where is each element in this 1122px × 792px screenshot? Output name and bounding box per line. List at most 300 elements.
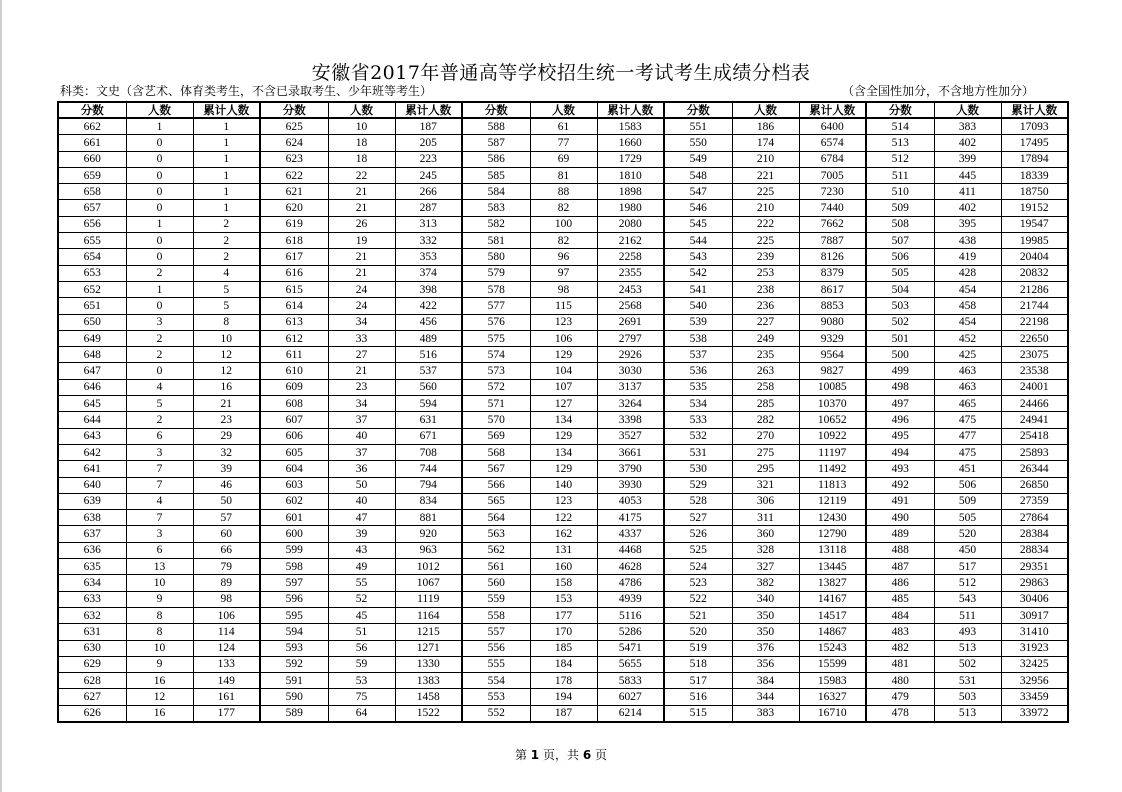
table-cell: 328 <box>732 542 799 558</box>
table-cell: 0 <box>126 249 193 265</box>
table-cell: 40 <box>328 493 395 509</box>
table-cell: 282 <box>732 412 799 428</box>
table-cell: 634 <box>58 575 126 591</box>
table-cell: 13827 <box>799 575 866 591</box>
table-row <box>58 559 1068 575</box>
table-cell: 642 <box>58 444 126 460</box>
table-cell: 37 <box>328 444 395 460</box>
table-cell: 489 <box>866 526 934 542</box>
table-cell: 22650 <box>1001 330 1068 346</box>
table-cell: 559 <box>462 591 530 607</box>
table-row <box>58 542 1068 558</box>
table-cell: 2 <box>126 330 193 346</box>
table-cell: 744 <box>395 461 462 477</box>
table-cell: 606 <box>260 428 328 444</box>
table-row <box>58 396 1068 412</box>
table-cell: 1215 <box>395 624 462 640</box>
table-cell: 5 <box>193 281 260 297</box>
table-cell: 604 <box>260 461 328 477</box>
table-cell: 21 <box>193 396 260 412</box>
table-cell: 475 <box>934 412 1001 428</box>
table-cell: 597 <box>260 575 328 591</box>
table-cell: 638 <box>58 510 126 526</box>
table-cell: 25893 <box>1001 444 1068 460</box>
table-cell: 532 <box>664 428 732 444</box>
table-row <box>58 444 1068 460</box>
table-cell: 11813 <box>799 477 866 493</box>
table-cell: 589 <box>260 705 328 722</box>
table-cell: 526 <box>664 526 732 542</box>
table-cell: 2 <box>193 216 260 232</box>
table-cell: 275 <box>732 444 799 460</box>
table-cell: 13118 <box>799 542 866 558</box>
table-cell: 517 <box>934 559 1001 575</box>
table-cell: 571 <box>462 396 530 412</box>
table-cell: 5 <box>193 298 260 314</box>
table-cell: 14867 <box>799 624 866 640</box>
table-cell: 161 <box>193 689 260 705</box>
table-cell: 493 <box>866 461 934 477</box>
table-cell: 3790 <box>597 461 664 477</box>
table-cell: 646 <box>58 379 126 395</box>
table-row <box>58 151 1068 167</box>
table-cell: 1 <box>126 281 193 297</box>
table-cell: 205 <box>395 135 462 151</box>
table-cell: 26 <box>328 216 395 232</box>
table-cell: 106 <box>193 607 260 623</box>
table-cell: 33 <box>328 330 395 346</box>
table-cell: 306 <box>732 493 799 509</box>
table-cell: 9827 <box>799 363 866 379</box>
table-cell: 22198 <box>1001 314 1068 330</box>
table-cell: 963 <box>395 542 462 558</box>
table-cell: 32956 <box>1001 673 1068 689</box>
table-cell: 21 <box>328 265 395 281</box>
column-header: 人数 <box>126 102 193 118</box>
table-cell: 509 <box>934 493 1001 509</box>
table-cell: 10 <box>328 118 395 135</box>
table-cell: 565 <box>462 493 530 509</box>
column-header: 累计人数 <box>395 102 462 118</box>
table-cell: 5833 <box>597 673 664 689</box>
table-cell: 1383 <box>395 673 462 689</box>
table-cell: 553 <box>462 689 530 705</box>
table-cell: 567 <box>462 461 530 477</box>
table-cell: 10 <box>126 575 193 591</box>
table-cell: 6027 <box>597 689 664 705</box>
table-cell: 8 <box>126 624 193 640</box>
table-cell: 569 <box>462 428 530 444</box>
table-cell: 1 <box>193 184 260 200</box>
table-cell: 660 <box>58 151 126 167</box>
table-row <box>58 493 1068 509</box>
table-cell: 561 <box>462 559 530 575</box>
table-cell: 21 <box>328 184 395 200</box>
table-cell: 579 <box>462 265 530 281</box>
table-cell: 5 <box>126 396 193 412</box>
table-cell: 14167 <box>799 591 866 607</box>
table-cell: 122 <box>530 510 597 526</box>
table-row <box>58 249 1068 265</box>
table-cell: 19547 <box>1001 216 1068 232</box>
table-cell: 15983 <box>799 673 866 689</box>
table-cell: 140 <box>530 477 597 493</box>
table-row <box>58 330 1068 346</box>
table-cell: 645 <box>58 396 126 412</box>
table-cell: 2797 <box>597 330 664 346</box>
table-cell: 129 <box>530 347 597 363</box>
table-cell: 6 <box>126 542 193 558</box>
table-cell: 531 <box>664 444 732 460</box>
column-header: 人数 <box>530 102 597 118</box>
table-cell: 556 <box>462 640 530 656</box>
table-cell: 25418 <box>1001 428 1068 444</box>
table-cell: 285 <box>732 396 799 412</box>
table-cell: 399 <box>934 151 1001 167</box>
table-cell: 631 <box>395 412 462 428</box>
table-cell: 661 <box>58 135 126 151</box>
table-cell: 516 <box>664 689 732 705</box>
table-row <box>58 412 1068 428</box>
table-cell: 492 <box>866 477 934 493</box>
table-cell: 501 <box>866 330 934 346</box>
table-cell: 498 <box>866 379 934 395</box>
table-cell: 511 <box>934 607 1001 623</box>
table-cell: 608 <box>260 396 328 412</box>
table-cell: 32425 <box>1001 656 1068 672</box>
table-cell: 17093 <box>1001 118 1068 135</box>
table-row <box>58 314 1068 330</box>
table-cell: 619 <box>260 216 328 232</box>
table-cell: 518 <box>664 656 732 672</box>
table-cell: 626 <box>58 705 126 722</box>
table-cell: 4468 <box>597 542 664 558</box>
table-cell: 516 <box>395 347 462 363</box>
table-cell: 3137 <box>597 379 664 395</box>
table-cell: 56 <box>328 640 395 656</box>
table-cell: 34 <box>328 314 395 330</box>
table-cell: 500 <box>866 347 934 363</box>
table-cell: 22 <box>328 167 395 183</box>
table-cell: 227 <box>732 314 799 330</box>
table-cell: 596 <box>260 591 328 607</box>
table-cell: 628 <box>58 673 126 689</box>
table-cell: 491 <box>866 493 934 509</box>
table-cell: 19985 <box>1001 233 1068 249</box>
table-cell: 4 <box>126 493 193 509</box>
table-cell: 633 <box>58 591 126 607</box>
table-cell: 10370 <box>799 396 866 412</box>
table-cell: 45 <box>328 607 395 623</box>
table-cell: 535 <box>664 379 732 395</box>
table-cell: 221 <box>732 167 799 183</box>
table-cell: 253 <box>732 265 799 281</box>
table-cell: 488 <box>866 542 934 558</box>
table-cell: 1067 <box>395 575 462 591</box>
table-cell: 528 <box>664 493 732 509</box>
table-cell: 458 <box>934 298 1001 314</box>
table-cell: 499 <box>866 363 934 379</box>
table-cell: 3 <box>126 314 193 330</box>
table-cell: 510 <box>866 184 934 200</box>
column-header: 分数 <box>664 102 732 118</box>
table-cell: 463 <box>934 379 1001 395</box>
table-cell: 8126 <box>799 249 866 265</box>
table-cell: 27 <box>328 347 395 363</box>
table-cell: 43 <box>328 542 395 558</box>
table-cell: 635 <box>58 559 126 575</box>
table-cell: 2 <box>126 265 193 281</box>
table-cell: 507 <box>866 233 934 249</box>
table-cell: 504 <box>866 281 934 297</box>
table-cell: 350 <box>732 624 799 640</box>
table-cell: 5471 <box>597 640 664 656</box>
table-cell: 170 <box>530 624 597 640</box>
table-cell: 650 <box>58 314 126 330</box>
table-cell: 311 <box>732 510 799 526</box>
table-cell: 344 <box>732 689 799 705</box>
table-cell: 30406 <box>1001 591 1068 607</box>
table-cell: 583 <box>462 200 530 216</box>
table-cell: 21 <box>328 363 395 379</box>
table-cell: 6400 <box>799 118 866 135</box>
table-cell: 542 <box>664 265 732 281</box>
table-cell: 482 <box>866 640 934 656</box>
table-cell: 599 <box>260 542 328 558</box>
table-cell: 162 <box>530 526 597 542</box>
table-cell: 493 <box>934 624 1001 640</box>
table-cell: 50 <box>328 477 395 493</box>
table-cell: 177 <box>530 607 597 623</box>
table-cell: 481 <box>866 656 934 672</box>
table-cell: 27864 <box>1001 510 1068 526</box>
table-row <box>58 575 1068 591</box>
table-cell: 530 <box>664 461 732 477</box>
table-cell: 511 <box>866 167 934 183</box>
table-cell: 96 <box>530 249 597 265</box>
table-cell: 4 <box>126 379 193 395</box>
table-cell: 657 <box>58 200 126 216</box>
table-cell: 263 <box>732 363 799 379</box>
table-cell: 512 <box>934 575 1001 591</box>
table-cell: 360 <box>732 526 799 542</box>
table-cell: 4939 <box>597 591 664 607</box>
table-cell: 4628 <box>597 559 664 575</box>
table-cell: 1 <box>193 135 260 151</box>
table-cell: 7230 <box>799 184 866 200</box>
table-cell: 10 <box>126 640 193 656</box>
table-cell: 585 <box>462 167 530 183</box>
table-cell: 55 <box>328 575 395 591</box>
table-cell: 1729 <box>597 151 664 167</box>
table-cell: 0 <box>126 200 193 216</box>
table-cell: 568 <box>462 444 530 460</box>
table-cell: 29863 <box>1001 575 1068 591</box>
table-cell: 1 <box>193 151 260 167</box>
table-cell: 7662 <box>799 216 866 232</box>
table-cell: 3 <box>126 526 193 542</box>
table-cell: 187 <box>530 705 597 722</box>
table-cell: 508 <box>866 216 934 232</box>
table-cell: 1271 <box>395 640 462 656</box>
table-cell: 577 <box>462 298 530 314</box>
table-cell: 383 <box>934 118 1001 135</box>
table-cell: 53 <box>328 673 395 689</box>
table-cell: 14517 <box>799 607 866 623</box>
table-cell: 7005 <box>799 167 866 183</box>
table-cell: 570 <box>462 412 530 428</box>
table-cell: 557 <box>462 624 530 640</box>
table-cell: 8853 <box>799 298 866 314</box>
table-cell: 353 <box>395 249 462 265</box>
footer-current-page: 1 <box>530 748 540 762</box>
table-cell: 581 <box>462 233 530 249</box>
table-cell: 640 <box>58 477 126 493</box>
table-cell: 9080 <box>799 314 866 330</box>
table-cell: 2691 <box>597 314 664 330</box>
table-row <box>58 298 1068 314</box>
table-cell: 610 <box>260 363 328 379</box>
table-cell: 7440 <box>799 200 866 216</box>
table-cell: 623 <box>260 151 328 167</box>
table-cell: 477 <box>934 428 1001 444</box>
table-cell: 8379 <box>799 265 866 281</box>
table-cell: 104 <box>530 363 597 379</box>
table-cell: 134 <box>530 412 597 428</box>
table-cell: 3930 <box>597 477 664 493</box>
column-header: 累计人数 <box>1001 102 1068 118</box>
table-cell: 629 <box>58 656 126 672</box>
table-cell: 225 <box>732 184 799 200</box>
table-cell: 40 <box>328 428 395 444</box>
table-cell: 463 <box>934 363 1001 379</box>
table-cell: 490 <box>866 510 934 526</box>
table-cell: 29351 <box>1001 559 1068 575</box>
table-row <box>58 184 1068 200</box>
table-cell: 502 <box>866 314 934 330</box>
table-cell: 97 <box>530 265 597 281</box>
column-header: 分数 <box>462 102 530 118</box>
column-header: 人数 <box>732 102 799 118</box>
table-cell: 794 <box>395 477 462 493</box>
table-cell: 340 <box>732 591 799 607</box>
table-cell: 23538 <box>1001 363 1068 379</box>
table-cell: 560 <box>395 379 462 395</box>
table-cell: 15243 <box>799 640 866 656</box>
table-cell: 398 <box>395 281 462 297</box>
table-cell: 543 <box>664 249 732 265</box>
table-cell: 639 <box>58 493 126 509</box>
column-header: 累计人数 <box>193 102 260 118</box>
table-cell: 3030 <box>597 363 664 379</box>
table-cell: 548 <box>664 167 732 183</box>
table-cell: 598 <box>260 559 328 575</box>
table-cell: 4175 <box>597 510 664 526</box>
table-cell: 483 <box>866 624 934 640</box>
table-cell: 23 <box>193 412 260 428</box>
table-cell: 18 <box>328 151 395 167</box>
table-cell: 11492 <box>799 461 866 477</box>
table-cell: 1458 <box>395 689 462 705</box>
table-cell: 16 <box>193 379 260 395</box>
table-cell: 513 <box>934 705 1001 722</box>
table-cell: 573 <box>462 363 530 379</box>
table-cell: 0 <box>126 233 193 249</box>
table-cell: 12 <box>193 347 260 363</box>
table-cell: 47 <box>328 510 395 526</box>
table-cell: 21286 <box>1001 281 1068 297</box>
table-cell: 513 <box>866 135 934 151</box>
table-cell: 402 <box>934 200 1001 216</box>
table-cell: 658 <box>58 184 126 200</box>
table-cell: 20832 <box>1001 265 1068 281</box>
table-cell: 602 <box>260 493 328 509</box>
table-cell: 115 <box>530 298 597 314</box>
table-cell: 66 <box>193 542 260 558</box>
table-cell: 649 <box>58 330 126 346</box>
table-cell: 438 <box>934 233 1001 249</box>
table-cell: 662 <box>58 118 126 135</box>
table-cell: 547 <box>664 184 732 200</box>
table-row <box>58 510 1068 526</box>
table-cell: 582 <box>462 216 530 232</box>
table-cell: 18339 <box>1001 167 1068 183</box>
table-cell: 632 <box>58 607 126 623</box>
table-cell: 18750 <box>1001 184 1068 200</box>
table-cell: 555 <box>462 656 530 672</box>
table-cell: 3398 <box>597 412 664 428</box>
table-cell: 16 <box>126 705 193 722</box>
table-cell: 536 <box>664 363 732 379</box>
table-cell: 580 <box>462 249 530 265</box>
table-cell: 107 <box>530 379 597 395</box>
table-cell: 395 <box>934 216 1001 232</box>
table-cell: 69 <box>530 151 597 167</box>
table-cell: 123 <box>530 314 597 330</box>
table-cell: 600 <box>260 526 328 542</box>
table-cell: 1 <box>193 167 260 183</box>
table-cell: 51 <box>328 624 395 640</box>
table-cell: 564 <box>462 510 530 526</box>
table-cell: 350 <box>732 607 799 623</box>
table-cell: 4053 <box>597 493 664 509</box>
table-cell: 1 <box>126 216 193 232</box>
table-cell: 184 <box>530 656 597 672</box>
table-cell: 652 <box>58 281 126 297</box>
table-row <box>58 216 1068 232</box>
table-cell: 17894 <box>1001 151 1068 167</box>
table-cell: 484 <box>866 607 934 623</box>
table-cell: 106 <box>530 330 597 346</box>
column-header: 分数 <box>260 102 328 118</box>
table-row <box>58 379 1068 395</box>
table-cell: 5286 <box>597 624 664 640</box>
table-cell: 613 <box>260 314 328 330</box>
table-cell: 520 <box>664 624 732 640</box>
table-cell: 61 <box>530 118 597 135</box>
table-cell: 75 <box>328 689 395 705</box>
table-cell: 609 <box>260 379 328 395</box>
table-cell: 134 <box>530 444 597 460</box>
table-cell: 3527 <box>597 428 664 444</box>
table-cell: 648 <box>58 347 126 363</box>
table-cell: 9329 <box>799 330 866 346</box>
table-cell: 124 <box>193 640 260 656</box>
table-cell: 210 <box>732 200 799 216</box>
table-cell: 509 <box>866 200 934 216</box>
column-header: 累计人数 <box>799 102 866 118</box>
table-cell: 7 <box>126 461 193 477</box>
